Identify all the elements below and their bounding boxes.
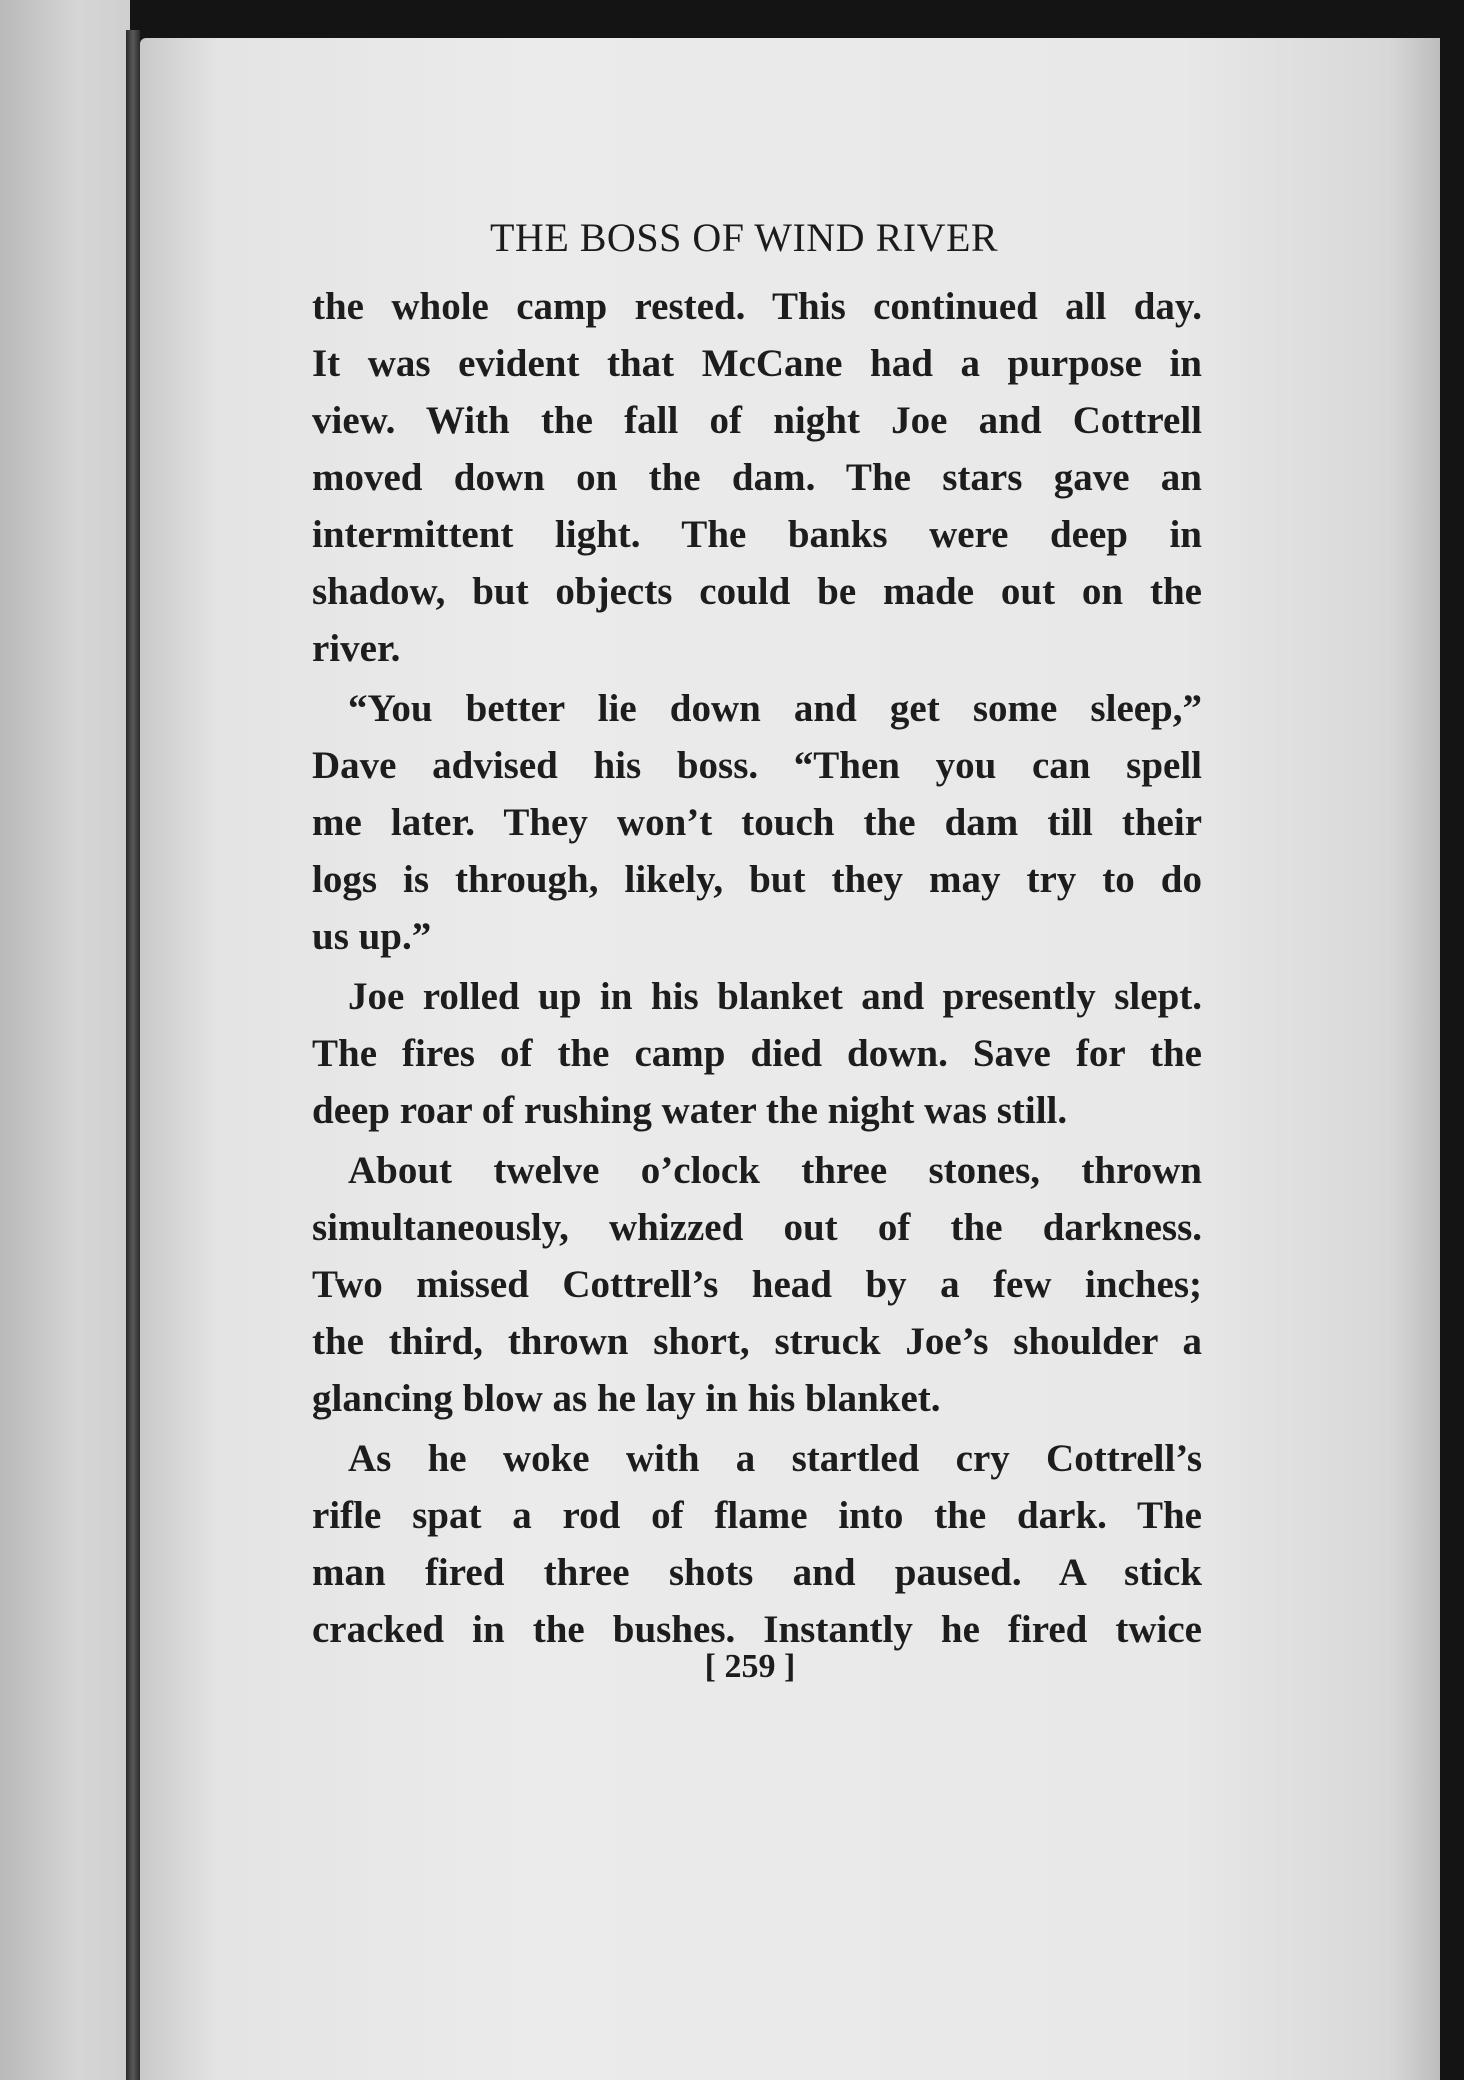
text-line: simultaneously, whizzed out of the darkness. (312, 1206, 1202, 1249)
text-line: rifle spat a rod of flame into the dark. The (312, 1494, 1202, 1537)
running-head: THE BOSS OF WIND RIVER (490, 215, 999, 260)
text-line: river. (312, 627, 401, 670)
paragraph (312, 278, 1202, 677)
text-line: view. With the fall of night Joe and Cottrell (312, 399, 1202, 442)
text-line: the whole camp rested. This continued all day. (312, 285, 1202, 328)
page-number: [ 259 ] (704, 1648, 796, 1685)
left-page-edge (0, 0, 130, 2080)
text-line: deep roar of rushing water the night was still. (312, 1089, 1068, 1132)
text-line: cracked in the bushes. Instantly he fired twice (312, 1608, 1202, 1651)
text-line: It was evident that McCane had a purpose in (312, 342, 1202, 385)
book-spine (126, 30, 140, 2080)
text-line: us up.” (312, 915, 432, 958)
text-line: intermittent light. The banks were deep in (312, 513, 1202, 556)
text-line: shadow, but objects could be made out on the (312, 570, 1202, 613)
text-line: Two missed Cottrell’s head by a few inches; (312, 1263, 1202, 1306)
body-text (312, 278, 1202, 1661)
paragraph (312, 680, 1202, 965)
text-line: me later. They won’t touch the dam till their (312, 801, 1202, 844)
text-line: glancing blow as he lay in his blanket. (312, 1377, 941, 1420)
text-line: Joe rolled up in his blanket and presently slept. (348, 975, 1202, 1018)
text-line: man fired three shots and paused. A stick (312, 1551, 1202, 1594)
text-line: Dave advised his boss. “Then you can spell (312, 744, 1202, 787)
paragraph (312, 968, 1202, 1139)
text-line: As he woke with a startled cry Cottrell’s (348, 1437, 1202, 1480)
paragraph (312, 1142, 1202, 1427)
paragraph (312, 1430, 1202, 1658)
text-line: the third, thrown short, struck Joe’s shoulder a (312, 1320, 1202, 1363)
text-line: About twelve o’clock three stones, thrown (348, 1149, 1202, 1192)
text-line: “You better lie down and get some sleep,” (348, 687, 1202, 730)
text-line: The fires of the camp died down. Save for the (312, 1032, 1202, 1075)
text-line: moved down on the dam. The stars gave an (312, 456, 1202, 499)
text-line: logs is through, likely, but they may try to do (312, 858, 1202, 901)
